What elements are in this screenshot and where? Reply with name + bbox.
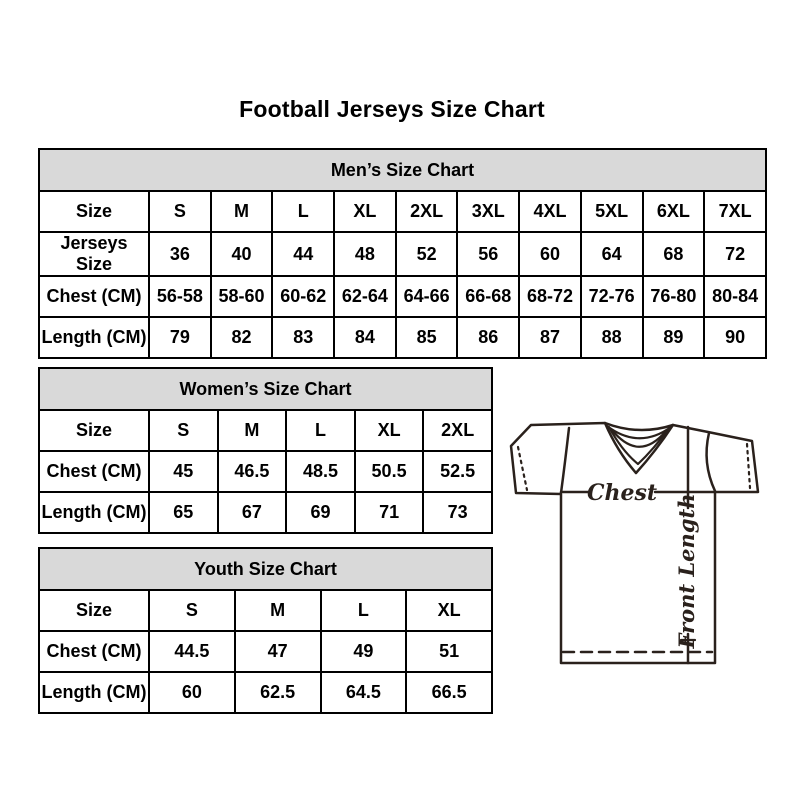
value-cell: M	[218, 410, 287, 451]
value-cell: 60	[149, 672, 235, 713]
value-cell: S	[149, 590, 235, 631]
row-label-cell: Jerseys Size	[39, 232, 149, 276]
value-cell: 60	[519, 232, 581, 276]
value-cell: 71	[355, 492, 424, 533]
table-row	[39, 317, 766, 358]
table-title-row	[39, 368, 492, 410]
table-row	[39, 492, 492, 533]
value-cell: XL	[406, 590, 492, 631]
jersey-measurement-diagram	[505, 413, 770, 683]
mens-size-table	[38, 148, 767, 359]
value-cell: 64.5	[321, 672, 407, 713]
value-cell: 47	[235, 631, 321, 672]
value-cell: 3XL	[457, 191, 519, 232]
value-cell: 40	[211, 232, 273, 276]
value-cell: 68-72	[519, 276, 581, 317]
value-cell: 51	[406, 631, 492, 672]
value-cell: 79	[149, 317, 211, 358]
value-cell: 82	[211, 317, 273, 358]
value-cell: 52	[396, 232, 458, 276]
value-cell: 89	[643, 317, 705, 358]
page-title: Football Jerseys Size Chart	[239, 96, 545, 122]
table-title: Men’s Size Chart	[39, 149, 766, 191]
value-cell: 76-80	[643, 276, 705, 317]
value-cell: S	[149, 191, 211, 232]
row-label-cell: Size	[39, 410, 149, 451]
value-cell: 60-62	[272, 276, 334, 317]
table-row	[39, 276, 766, 317]
row-label-cell: Size	[39, 590, 149, 631]
value-cell: M	[235, 590, 321, 631]
value-cell: 80-84	[704, 276, 766, 317]
womens-size-table	[38, 367, 493, 534]
value-cell: 4XL	[519, 191, 581, 232]
front-length-label: Front Length	[674, 493, 699, 649]
value-cell: L	[286, 410, 355, 451]
table-row	[39, 590, 492, 631]
value-cell: 56	[457, 232, 519, 276]
row-label-cell: Length (CM)	[39, 317, 149, 358]
youth-size-table	[38, 547, 493, 714]
value-cell: 48	[334, 232, 396, 276]
value-cell: 72-76	[581, 276, 643, 317]
value-cell: 2XL	[423, 410, 492, 451]
value-cell: 49	[321, 631, 407, 672]
value-cell: 58-60	[211, 276, 273, 317]
table-title: Youth Size Chart	[39, 548, 492, 590]
row-label-cell: Chest (CM)	[39, 451, 149, 492]
table-title-row	[39, 149, 766, 191]
value-cell: 48.5	[286, 451, 355, 492]
table-row	[39, 410, 492, 451]
value-cell: 6XL	[643, 191, 705, 232]
value-cell: 52.5	[423, 451, 492, 492]
value-cell: 5XL	[581, 191, 643, 232]
value-cell: 62.5	[235, 672, 321, 713]
value-cell: 44	[272, 232, 334, 276]
table-title: Women’s Size Chart	[39, 368, 492, 410]
value-cell: 85	[396, 317, 458, 358]
value-cell: 66.5	[406, 672, 492, 713]
value-cell: 72	[704, 232, 766, 276]
value-cell: 69	[286, 492, 355, 533]
value-cell: 44.5	[149, 631, 235, 672]
value-cell: 45	[149, 451, 218, 492]
value-cell: 36	[149, 232, 211, 276]
value-cell: 88	[581, 317, 643, 358]
chest-label: Chest	[586, 480, 658, 506]
row-label-cell: Length (CM)	[39, 672, 149, 713]
value-cell: XL	[355, 410, 424, 451]
value-cell: XL	[334, 191, 396, 232]
row-label-cell: Chest (CM)	[39, 631, 149, 672]
table-row	[39, 631, 492, 672]
value-cell: 67	[218, 492, 287, 533]
value-cell: 86	[457, 317, 519, 358]
value-cell: 90	[704, 317, 766, 358]
value-cell: 68	[643, 232, 705, 276]
table-row	[39, 672, 492, 713]
row-label-cell: Chest (CM)	[39, 276, 149, 317]
value-cell: M	[211, 191, 273, 232]
table-row	[39, 232, 766, 276]
value-cell: 7XL	[704, 191, 766, 232]
value-cell: 62-64	[334, 276, 396, 317]
value-cell: 56-58	[149, 276, 211, 317]
row-label-cell: Size	[39, 191, 149, 232]
table-row	[39, 191, 766, 232]
value-cell: 66-68	[457, 276, 519, 317]
value-cell: 87	[519, 317, 581, 358]
value-cell: 65	[149, 492, 218, 533]
table-title-row	[39, 548, 492, 590]
value-cell: 46.5	[218, 451, 287, 492]
value-cell: 83	[272, 317, 334, 358]
value-cell: 64	[581, 232, 643, 276]
value-cell: L	[272, 191, 334, 232]
value-cell: 50.5	[355, 451, 424, 492]
value-cell: S	[149, 410, 218, 451]
value-cell: 2XL	[396, 191, 458, 232]
value-cell: 73	[423, 492, 492, 533]
value-cell: 84	[334, 317, 396, 358]
jersey-outline	[511, 423, 758, 663]
table-row	[39, 451, 492, 492]
row-label-cell: Length (CM)	[39, 492, 149, 533]
jersey-diagram-svg	[505, 413, 770, 683]
value-cell: 64-66	[396, 276, 458, 317]
value-cell: L	[321, 590, 407, 631]
